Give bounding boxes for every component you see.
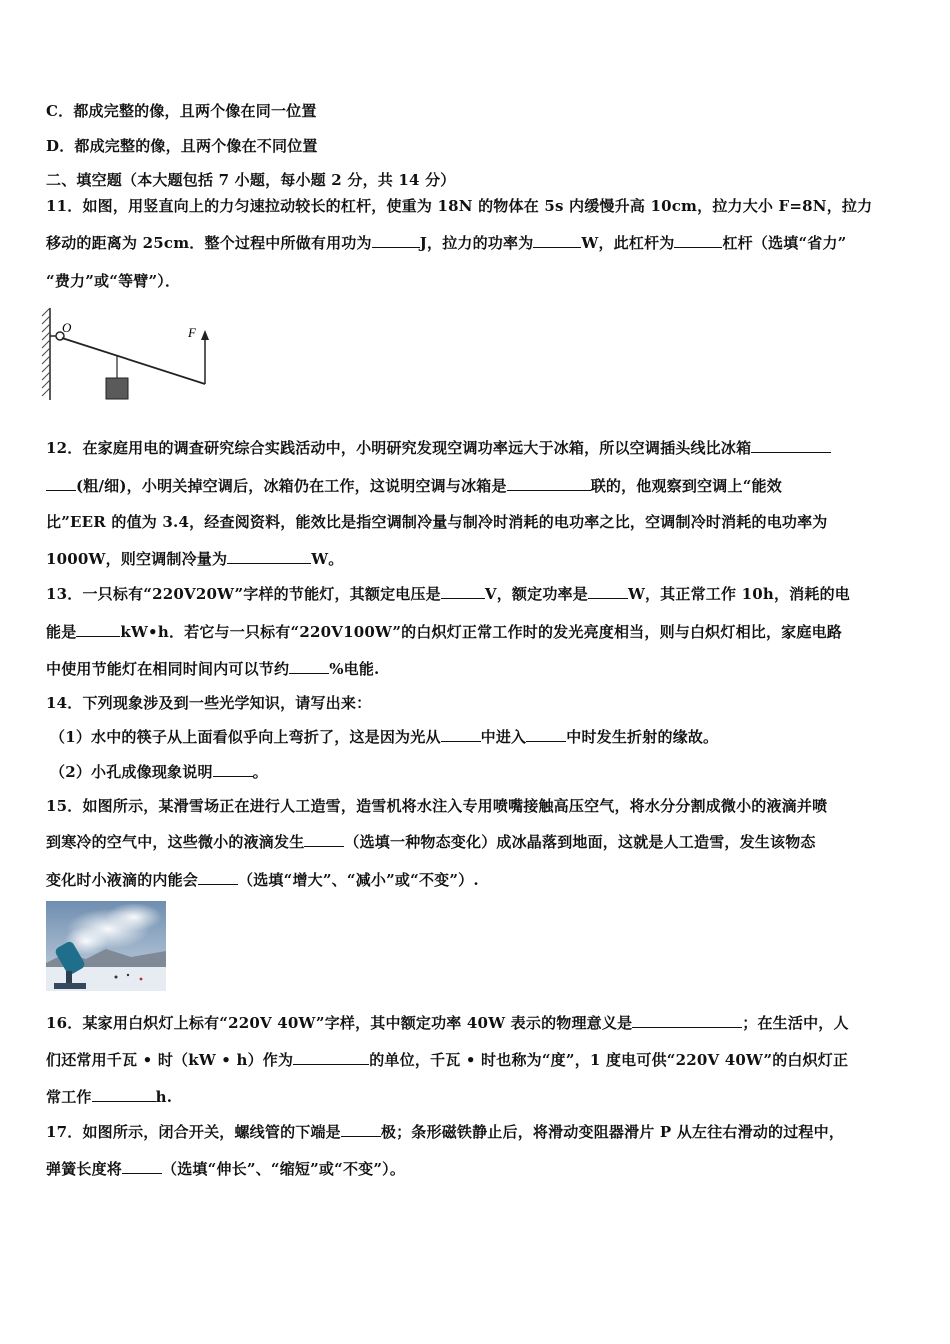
answer-blank[interactable]: [76, 622, 120, 637]
q14-text-c: 中时发生折射的缘故。: [566, 728, 719, 746]
answer-blank[interactable]: [533, 233, 581, 248]
answer-blank[interactable]: [92, 1087, 156, 1102]
q15-line3: [46, 870, 479, 890]
arrow-head-icon: [201, 330, 209, 340]
q12-text-d: 1000W，则空调制冷量为: [46, 550, 228, 568]
q12-line2: [46, 476, 782, 496]
lever-figure: [40, 304, 220, 404]
answer-blank[interactable]: [122, 1159, 162, 1174]
q17-text-d: （选填“伸长”、“缩短”或“不变”）。: [162, 1160, 406, 1178]
q13-text-g: %电能.: [329, 660, 380, 678]
q17-line2: [46, 1159, 405, 1179]
section-heading: 二、填空题（本大题包括 7 小题，每小题 2 分，共 14 分）: [46, 171, 456, 189]
answer-blank[interactable]: [289, 659, 329, 674]
option-c: C．都成完整的像，且两个像在同一位置: [46, 102, 317, 120]
q11-text-b: J，拉力的功率为: [419, 234, 534, 252]
answer-blank[interactable]: [674, 233, 722, 248]
q13-line1: [46, 584, 850, 604]
q16-text-f: h.: [155, 1088, 173, 1106]
answer-blank[interactable]: [588, 584, 628, 599]
answer-blank[interactable]: [198, 870, 238, 885]
q13-line3: [46, 659, 379, 679]
option-d: D．都成完整的像，且两个像在不同位置: [46, 137, 318, 155]
q15-text-d: （选填“增大”、“减小”或“不变”）.: [238, 871, 479, 889]
q14-text-b: 中进入: [480, 728, 527, 746]
q16-text-e: 常工作: [46, 1088, 92, 1106]
q15-line2: [46, 832, 816, 852]
q11-line1: 11．如图，用竖直向上的力匀速拉动较长的杠杆，使重为 18N 的物体在 5s 内缓慢升高 10cm，拉力大小 F=8N，拉力: [46, 197, 873, 215]
q12-line1: [46, 438, 831, 458]
q12-text-c: 联的，他观察到空调上“能效: [590, 477, 782, 495]
q16-text-c: 们还常用千瓦 • 时（kW • h）作为: [46, 1051, 294, 1069]
lever-bar: [62, 338, 205, 384]
q13-line2: [46, 622, 842, 642]
q13-text-f: 中使用节能灯在相同时间内可以节约: [46, 660, 290, 678]
answer-blank[interactable]: [751, 438, 831, 453]
q14-text-a: （1）水中的筷子从上面看似乎向上弯折了，这是因为光从: [50, 728, 441, 746]
answer-blank[interactable]: [213, 762, 253, 777]
q12-line3: 比”EER 的值为 3.4，经查阅资料，能效比是指空调制冷量与制冷时消耗的电功率之比，空调制冷时消耗的电功率为: [46, 513, 828, 531]
q17-text-a: 17．如图所示，闭合开关，螺线管的下端是: [46, 1123, 341, 1141]
q15-text-b: （选填一种物态变化）成冰晶落到地面，这就是人工造雪，发生该物态: [344, 833, 816, 851]
q14-line1: 14．下列现象涉及到一些光学知识，请写出来：: [46, 694, 372, 712]
weight-block: [106, 378, 128, 399]
answer-blank[interactable]: [46, 476, 76, 491]
q13-text-e: kW•h．若它与一只标有“220V100W”的白炽灯正常工作时的发光亮度相当，则与白炽灯相比，家庭电路: [120, 623, 842, 641]
q16-text-a: 16．某家用白炽灯上标有“220V 40W”字样，其中额定功率 40W 表示的物理意义是: [46, 1014, 633, 1032]
q16-line2: [46, 1050, 848, 1070]
q16-line1: [46, 1013, 849, 1033]
q16-text-b: ；在生活中，人: [742, 1014, 849, 1032]
answer-blank[interactable]: [293, 1050, 369, 1065]
q14-line3: [50, 762, 268, 782]
q14-text-e: 。: [252, 763, 268, 781]
q13-text-c: W，其正常工作 10h，消耗的电: [627, 585, 850, 603]
answer-blank[interactable]: [632, 1013, 742, 1028]
answer-blank[interactable]: [341, 1122, 381, 1137]
q13-text-b: V，额定功率是: [484, 585, 588, 603]
q12-text-b: (粗/细)，小明关掉空调后，冰箱仍在工作，这说明空调与冰箱是: [76, 477, 507, 495]
q15-line1: 15．如图所示，某滑雪场正在进行人工造雪，造雪机将水注入专用喷嘴接触高压空气，将水分分割成微小的液滴并喷: [46, 797, 828, 815]
snow-machine-photo: [46, 901, 166, 991]
q13-text-a: 13．一只标有“220V20W”字样的节能灯，其额定电压是: [46, 585, 441, 603]
answer-blank[interactable]: [372, 233, 420, 248]
q17-text-c: 弹簧长度将: [46, 1160, 123, 1178]
q12-line4: [46, 549, 343, 569]
q11-text-a: 移动的距离为 25cm．整个过程中所做有用功为: [46, 234, 372, 252]
q12-text-a: 12．在家庭用电的调查研究综合实践活动中，小明研究发现空调功率远大于冰箱，所以空调插头线比冰箱: [46, 439, 752, 457]
q15-text-c: 变化时小液滴的内能会: [46, 871, 199, 889]
answer-blank[interactable]: [526, 727, 566, 742]
q11-text-c: W，此杠杆为: [581, 234, 675, 252]
q16-line3: [46, 1087, 172, 1107]
answer-blank[interactable]: [304, 832, 344, 847]
answer-blank[interactable]: [227, 549, 311, 564]
q12-text-e: W。: [311, 550, 344, 568]
q14-text-d: （2）小孔成像现象说明: [50, 763, 213, 781]
wall-hatching: [42, 308, 50, 396]
q17-line1: [46, 1122, 844, 1142]
q11-line2: [46, 233, 847, 253]
q11-line3: “费力”或“等臂”）．: [46, 272, 181, 290]
q17-text-b: 极；条形磁铁静止后，将滑动变阻器滑片 P 从左往右滑动的过程中，: [380, 1123, 845, 1141]
q14-line2: [50, 727, 718, 747]
answer-blank[interactable]: [441, 727, 481, 742]
q13-text-d: 能是: [46, 623, 77, 641]
pivot-label: O: [62, 320, 72, 335]
answer-blank[interactable]: [507, 476, 591, 491]
answer-blank[interactable]: [441, 584, 485, 599]
q15-text-a: 到寒冷的空气中，这些微小的液滴发生: [46, 833, 305, 851]
q11-text-d: 杠杆（选填“省力”: [722, 234, 847, 252]
force-label: F: [188, 325, 196, 340]
q16-text-d: 的单位，千瓦 • 时也称为“度”，1 度电可供“220V 40W”的白炽灯正: [369, 1051, 849, 1069]
